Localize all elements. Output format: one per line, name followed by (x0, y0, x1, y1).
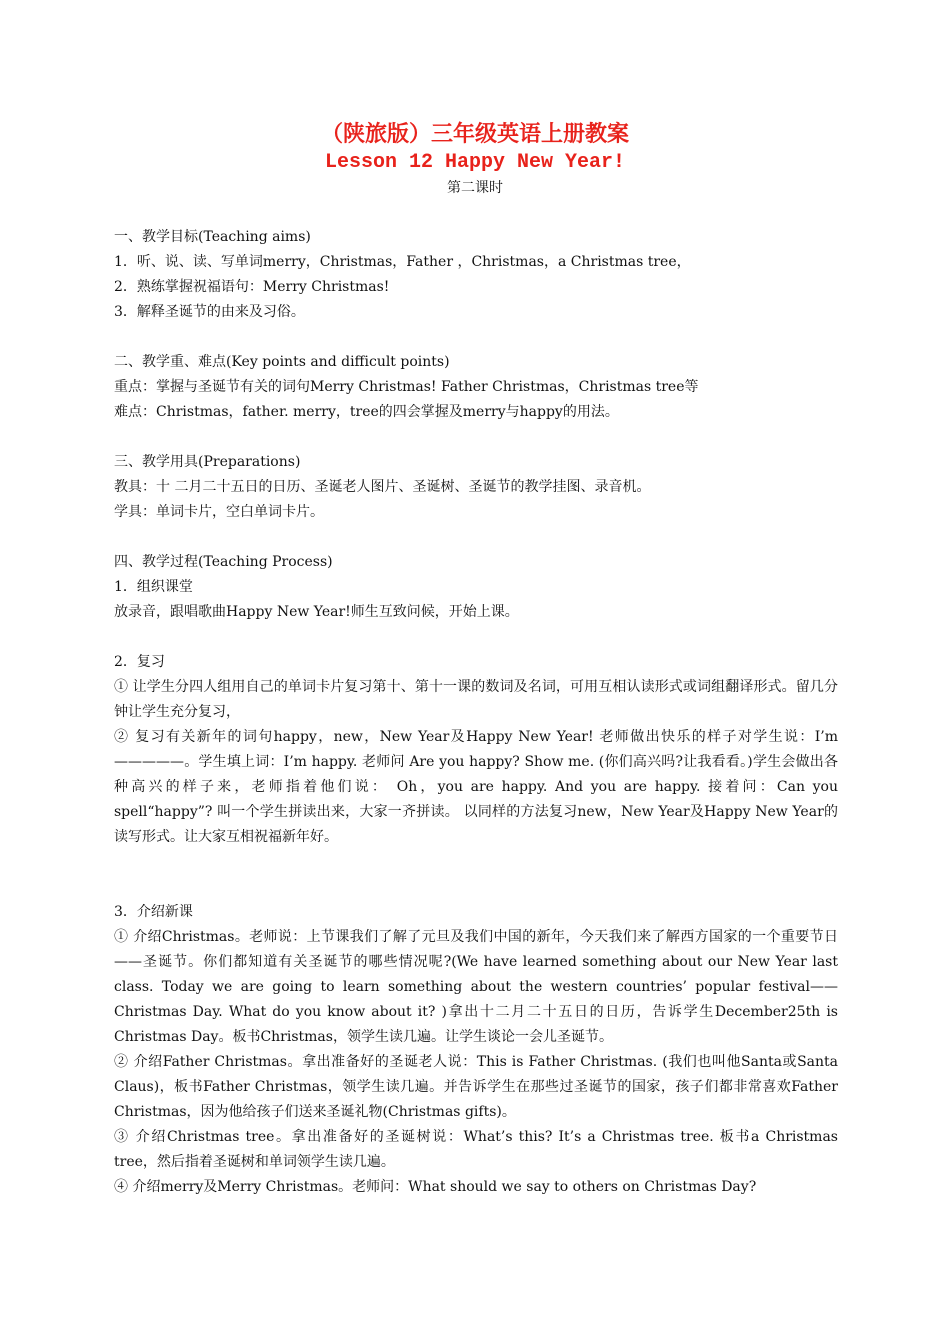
key-points-item: 重点：掌握与圣诞节有关的词句Merry Christmas! Father Christmas，Christmas tree等 (114, 379, 699, 395)
document-body (114, 225, 838, 1200)
lesson-subtitle: 第二课时 (447, 180, 503, 196)
section-heading-process: 四、教学过程(Teaching Process) (114, 554, 333, 570)
step-paragraph: ① 介绍Christmas。老师说：上节课我们了解了元旦及我们中国的新年，今天我们来了解西方国家的一个重要节日——圣诞节。你们都知道有关圣诞节的哪些情况呢?(We have learned something about our New Year last class. Today we are going to learn something about the western countries’ popular festival——Christmas Day. What do you know about it? )拿出十二月二十五日的日历，告诉学生December25th is Christmas Day。板书Christmas，领学生读几遍。让学生谈论一会儿圣诞节。 (114, 929, 838, 1045)
aims-item: 2．熟练掌握祝福语句：Merry Christmas! (114, 279, 390, 295)
preparations-item: 学具：单词卡片，空白单词卡片。 (114, 504, 324, 520)
preparations-item: 教具：十 二月二十五日的日历、圣诞老人图片、圣诞树、圣诞节的教学挂图、录音机。 (114, 479, 651, 495)
aims-item: 3．解释圣诞节的由来及习俗。 (114, 304, 305, 320)
key-points-item: 难点：Christmas，father. merry，tree的四会掌握及merry与happy的用法。 (114, 404, 619, 420)
aims-item: 1．听、说、读、写单词merry，Christmas，Father ，Christmas，a Christmas tree， (114, 254, 691, 270)
step-paragraph: ④ 介绍merry及Merry Christmas。老师问：What should we say to others on Christmas Day? (114, 1179, 757, 1195)
step-paragraph: ① 让学生分四人组用自己的单词卡片复习第十、第十一课的数词及名词，可用互相认读形式或词组翻译形式。留几分钟让学生充分复习， (114, 679, 838, 720)
step-title: 1．组织课堂 (114, 579, 193, 595)
section-heading-aims: 一、教学目标(Teaching aims) (114, 229, 311, 245)
section-heading-preparations: 三、教学用具(Preparations) (114, 454, 301, 470)
lesson-title: Lesson 12 Happy New Year! (324, 151, 626, 174)
step-paragraph: ② 复习有关新年的词句happy，new，New Year及Happy New Year! 老师做出快乐的样子对学生说：I’m—————。学生填上词：I’m happy. 老师问 Are you happy? Show me. (你们高兴吗?让我看看。)学生会做出各种高兴的样子来，老师指着他们说： Oh，you are happy. And you are happy. 接着问：Can you spell“happy”? 叫一个学生拼读出来，大家一齐拼读。 以同样的方法复习new，New Year及Happy New Year的读写形式。让大家互相祝福新年好。 (114, 729, 838, 845)
section-heading-key-points: 二、教学重、难点(Key points and difficult points) (114, 354, 450, 370)
step-paragraph: ③ 介绍Christmas tree。拿出准备好的圣诞树说：What’s this? It’s a Christmas tree. 板书a Christmas tree，然后指着圣诞树和单词领学生读几遍。 (114, 1129, 838, 1170)
step-paragraph: 放录音，跟唱歌曲Happy New Year!师生互致问候，开始上课。 (114, 604, 519, 620)
step-title: 2．复习 (114, 654, 165, 670)
document-title: （陕旅版）三年级英语上册教案 (320, 122, 629, 147)
step-title: 3．介绍新课 (114, 904, 193, 920)
step-paragraph: ② 介绍Father Christmas。拿出准备好的圣诞老人说：This is Father Christmas. (我们也叫他Santa或Santa Claus)，板书Father Christmas，领学生读几遍。并告诉学生在那些过圣诞节的国家，孩子们都非常喜欢Father Christmas，因为他给孩子们送来圣诞礼物(Christmas gifts)。 (114, 1054, 838, 1120)
